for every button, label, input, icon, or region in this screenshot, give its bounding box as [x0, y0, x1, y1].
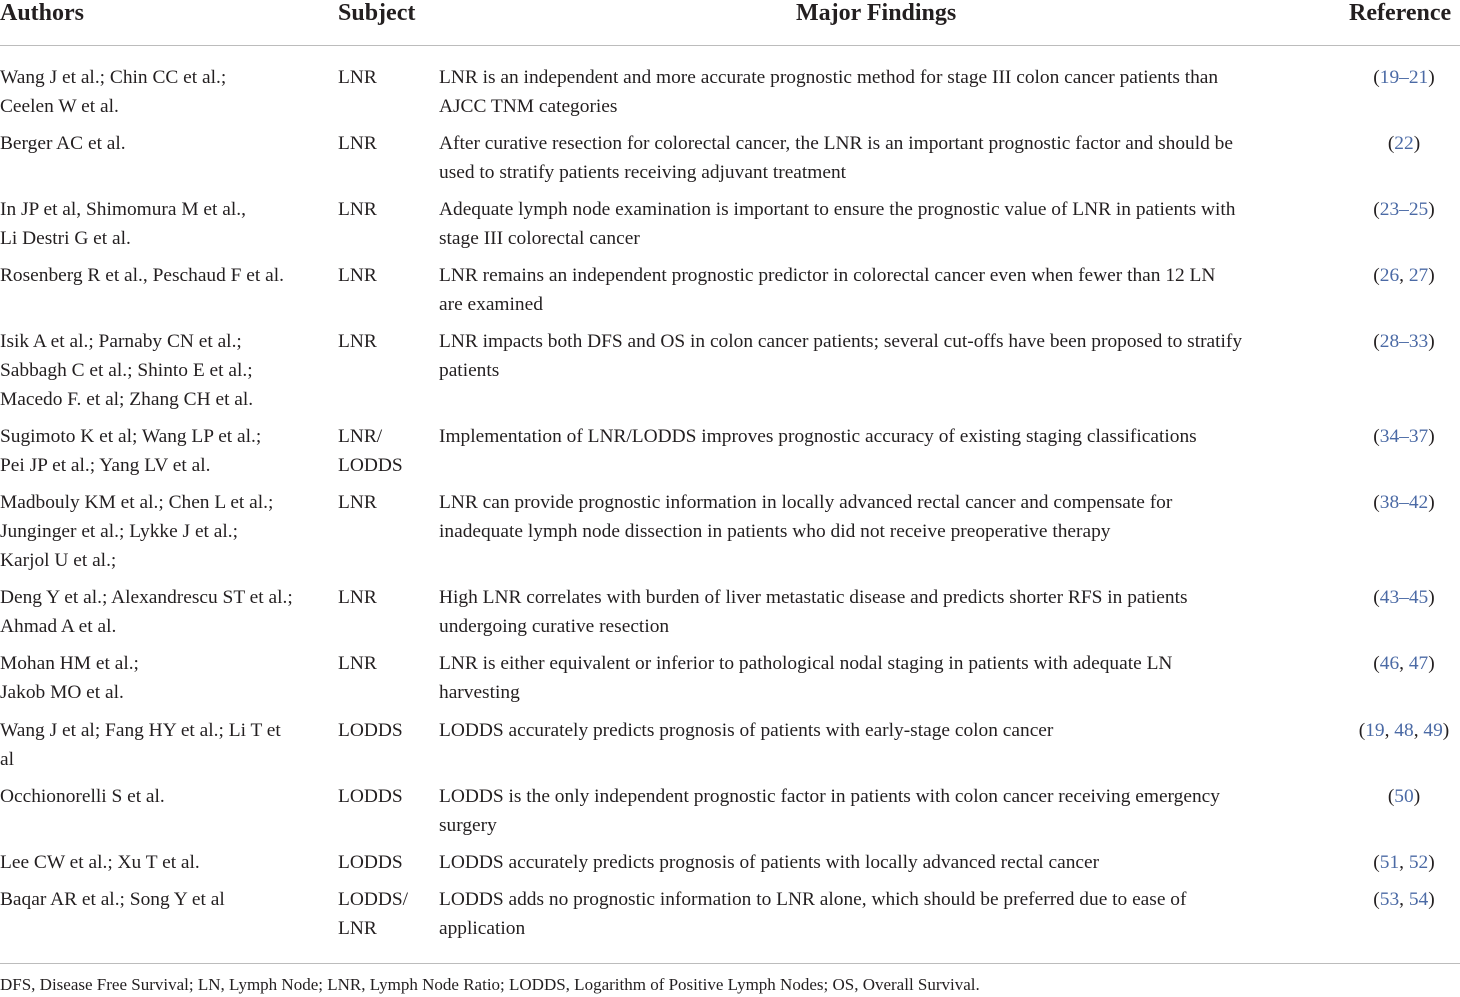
authors-cell-line: Mohan HM et al.; [0, 653, 139, 674]
reference-cell: (28–33) [1373, 331, 1435, 352]
findings-cell-line: LNR is an independent and more accurate prognostic method for stage III colon cancer patients than [439, 67, 1219, 88]
subject-cell [338, 885, 433, 943]
reference-cell: (38–42) [1373, 492, 1435, 513]
findings-cell [439, 129, 1339, 187]
reference-link[interactable]: 28–33 [1379, 331, 1429, 352]
authors-cell-line: Lee CW et al.; Xu T et al. [0, 852, 200, 873]
footer-divider [0, 963, 1460, 964]
authors-cell [0, 649, 335, 707]
authors-cell-line: Wang J et al.; Chin CC et al.; [0, 67, 227, 88]
findings-cell-line: are examined [439, 294, 543, 315]
header-reference: Reference [1349, 0, 1452, 26]
findings-cell-line: LODDS accurately predicts prognosis of patients with locally advanced rectal cancer [439, 852, 1100, 873]
findings-cell-line: LODDS is the only independent prognostic factor in patients with colon cancer receiving emergency [439, 786, 1220, 807]
authors-cell-line: Isik A et al.; Parnaby CN et al.; [0, 331, 242, 352]
authors-cell [0, 583, 335, 641]
authors-cell [0, 63, 335, 121]
reference-link[interactable]: 46 [1379, 653, 1400, 674]
findings-cell [439, 195, 1339, 253]
reference-link[interactable]: 43–45 [1379, 587, 1429, 608]
header-major-findings: Major Findings [796, 0, 957, 26]
subject-cell [338, 129, 433, 158]
subject-cell-line: LODDS [338, 720, 403, 741]
subject-cell-line: LODDS [338, 455, 403, 476]
findings-cell-line: used to stratify patients receiving adjuvant treatment [439, 162, 847, 183]
authors-cell-line: Junginger et al.; Lykke J et al.; [0, 521, 239, 542]
authors-cell-line: Macedo F. et al; Zhang CH et al. [0, 389, 254, 410]
findings-cell [439, 848, 1339, 877]
findings-cell-line: Adequate lymph node examination is important to ensure the prognostic value of LNR in patients with [439, 199, 1236, 220]
authors-cell-line: Berger AC et al. [0, 133, 126, 154]
findings-cell [439, 716, 1339, 745]
subject-cell-line: LNR [338, 133, 377, 154]
subject-cell [338, 848, 433, 877]
reference-link[interactable]: 47 [1408, 653, 1429, 674]
findings-cell [439, 327, 1339, 385]
subject-cell-line: LNR/ [338, 426, 383, 447]
findings-cell-line: patients [439, 360, 500, 381]
subject-cell-line: LNR [338, 918, 377, 939]
subject-cell [338, 583, 433, 612]
subject-cell-line: LNR [338, 653, 377, 674]
findings-cell [439, 422, 1339, 451]
findings-cell-line: Implementation of LNR/LODDS improves prognostic accuracy of existing staging classifications [439, 426, 1197, 447]
subject-cell [338, 327, 433, 356]
findings-cell [439, 885, 1339, 943]
reference-cell: (22) [1387, 133, 1421, 154]
reference-link[interactable]: 34–37 [1379, 426, 1429, 447]
footnote: DFS, Disease Free Survival; LN, Lymph Node; LNR, Lymph Node Ratio; LODDS, Logarithm of Positive Lymph Nodes; OS, Overall Survival. [0, 975, 980, 994]
reference-link[interactable]: 19 [1365, 720, 1385, 741]
authors-cell-line: Pei JP et al.; Yang LV et al. [0, 455, 211, 476]
findings-cell [439, 649, 1339, 707]
reference-cell: (43–45) [1373, 587, 1435, 608]
authors-cell-line: Baqar AR et al.; Song Y et al [0, 889, 225, 910]
reference-link[interactable]: 52 [1408, 852, 1429, 873]
findings-cell [439, 261, 1339, 319]
authors-cell [0, 195, 335, 253]
authors-cell-line: Deng Y et al.; Alexandrescu ST et al.; [0, 587, 293, 608]
reference-cell: (53, 54) [1373, 889, 1435, 910]
subject-cell-line: LNR [338, 199, 377, 220]
reference-link[interactable]: 54 [1408, 889, 1429, 910]
authors-cell-line: Ahmad A et al. [0, 616, 117, 637]
authors-cell [0, 422, 335, 480]
reference-link[interactable]: 38–42 [1379, 492, 1429, 513]
findings-cell [439, 583, 1339, 641]
header-divider [0, 45, 1460, 46]
subject-cell [338, 649, 433, 678]
authors-cell [0, 716, 335, 774]
reference-link[interactable]: 50 [1394, 786, 1414, 807]
reference-link[interactable]: 23–25 [1379, 199, 1429, 220]
reference-link[interactable]: 48 [1394, 720, 1414, 741]
reference-link[interactable]: 51 [1379, 852, 1400, 873]
subject-cell-line: LNR [338, 492, 377, 513]
subject-cell-line: LODDS/ [338, 889, 409, 910]
subject-cell [338, 195, 433, 224]
authors-cell-line: Jakob MO et al. [0, 682, 124, 703]
authors-cell-line: Wang J et al; Fang HY et al.; Li T et [0, 720, 281, 741]
findings-cell-line: inadequate lymph node dissection in patients who did not receive preoperative therapy [439, 521, 1111, 542]
findings-cell-line: harvesting [439, 682, 520, 703]
authors-cell-line: Sugimoto K et al; Wang LP et al.; [0, 426, 262, 447]
findings-cell-line: stage III colorectal cancer [439, 228, 640, 249]
findings-cell-line: LNR impacts both DFS and OS in colon cancer patients; several cut-offs have been proposed to stratify [439, 331, 1243, 352]
authors-cell [0, 488, 335, 575]
authors-cell-line: Madbouly KM et al.; Chen L et al.; [0, 492, 274, 513]
reference-cell: (46, 47) [1373, 653, 1435, 674]
authors-cell-line: Rosenberg R et al., Peschaud F et al. [0, 265, 284, 286]
subject-cell-line: LNR [338, 587, 377, 608]
subject-cell [338, 716, 433, 745]
authors-cell-line: Occhionorelli S et al. [0, 786, 165, 807]
reference-cell: (19, 48, 49) [1358, 720, 1450, 741]
findings-cell-line: application [439, 918, 526, 939]
findings-cell-line: LODDS accurately predicts prognosis of patients with early-stage colon cancer [439, 720, 1054, 741]
subject-cell [338, 782, 433, 811]
findings-cell-line: LNR can provide prognostic information in locally advanced rectal cancer and compensate for [439, 492, 1173, 513]
subject-cell [338, 488, 433, 517]
reference-link[interactable]: 26 [1379, 265, 1400, 286]
authors-cell-line: Karjol U et al.; [0, 550, 117, 571]
reference-link[interactable]: 53 [1379, 889, 1400, 910]
subject-cell-line: LODDS [338, 852, 403, 873]
findings-cell-line: LNR remains an independent prognostic predictor in colorectal cancer even when fewer than 12 LN [439, 265, 1216, 286]
reference-link[interactable]: 49 [1423, 720, 1443, 741]
subject-cell [338, 422, 433, 480]
reference-cell: (19–21) [1373, 67, 1435, 88]
findings-cell [439, 63, 1339, 121]
reference-cell: (50) [1387, 786, 1421, 807]
authors-cell-line: In JP et al, Shimomura M et al., [0, 199, 246, 220]
authors-cell-line: Li Destri G et al. [0, 228, 131, 249]
authors-cell [0, 848, 335, 877]
reference-link[interactable]: 27 [1408, 265, 1429, 286]
findings-cell-line: High LNR correlates with burden of liver metastatic disease and predicts shorter RFS in patients [439, 587, 1188, 608]
authors-cell-line: Sabbagh C et al.; Shinto E et al.; [0, 360, 253, 381]
findings-cell-line: LODDS adds no prognostic information to LNR alone, which should be preferred due to ease of [439, 889, 1187, 910]
reference-cell: (51, 52) [1373, 852, 1435, 873]
subject-cell-line: LNR [338, 265, 377, 286]
header-authors: Authors [0, 0, 85, 26]
findings-cell-line: surgery [439, 815, 497, 836]
reference-link[interactable]: 22 [1394, 133, 1414, 154]
reference-link[interactable]: 19–21 [1379, 67, 1429, 88]
subject-cell [338, 63, 433, 92]
subject-cell-line: LODDS [338, 786, 403, 807]
subject-cell-line: LNR [338, 67, 377, 88]
findings-cell [439, 782, 1339, 840]
reference-cell: (26, 27) [1373, 265, 1435, 286]
findings-cell-line: LNR is either equivalent or inferior to pathological nodal staging in patients with adequate LN [439, 653, 1173, 674]
authors-cell [0, 782, 335, 811]
reference-cell: (34–37) [1373, 426, 1435, 447]
reference-cell: (23–25) [1373, 199, 1435, 220]
authors-cell-line: Ceelen W et al. [0, 96, 119, 117]
findings-cell-line: After curative resection for colorectal cancer, the LNR is an important prognostic factor and should be [439, 133, 1233, 154]
authors-cell-line: al [0, 749, 14, 770]
authors-cell [0, 129, 335, 158]
subject-cell-line: LNR [338, 331, 377, 352]
subject-cell [338, 261, 433, 290]
findings-cell [439, 488, 1339, 546]
findings-cell-line: AJCC TNM categories [439, 96, 618, 117]
authors-cell [0, 327, 335, 414]
authors-cell [0, 885, 335, 914]
header-subject: Subject [338, 0, 416, 26]
findings-cell-line: undergoing curative resection [439, 616, 670, 637]
authors-cell [0, 261, 335, 290]
